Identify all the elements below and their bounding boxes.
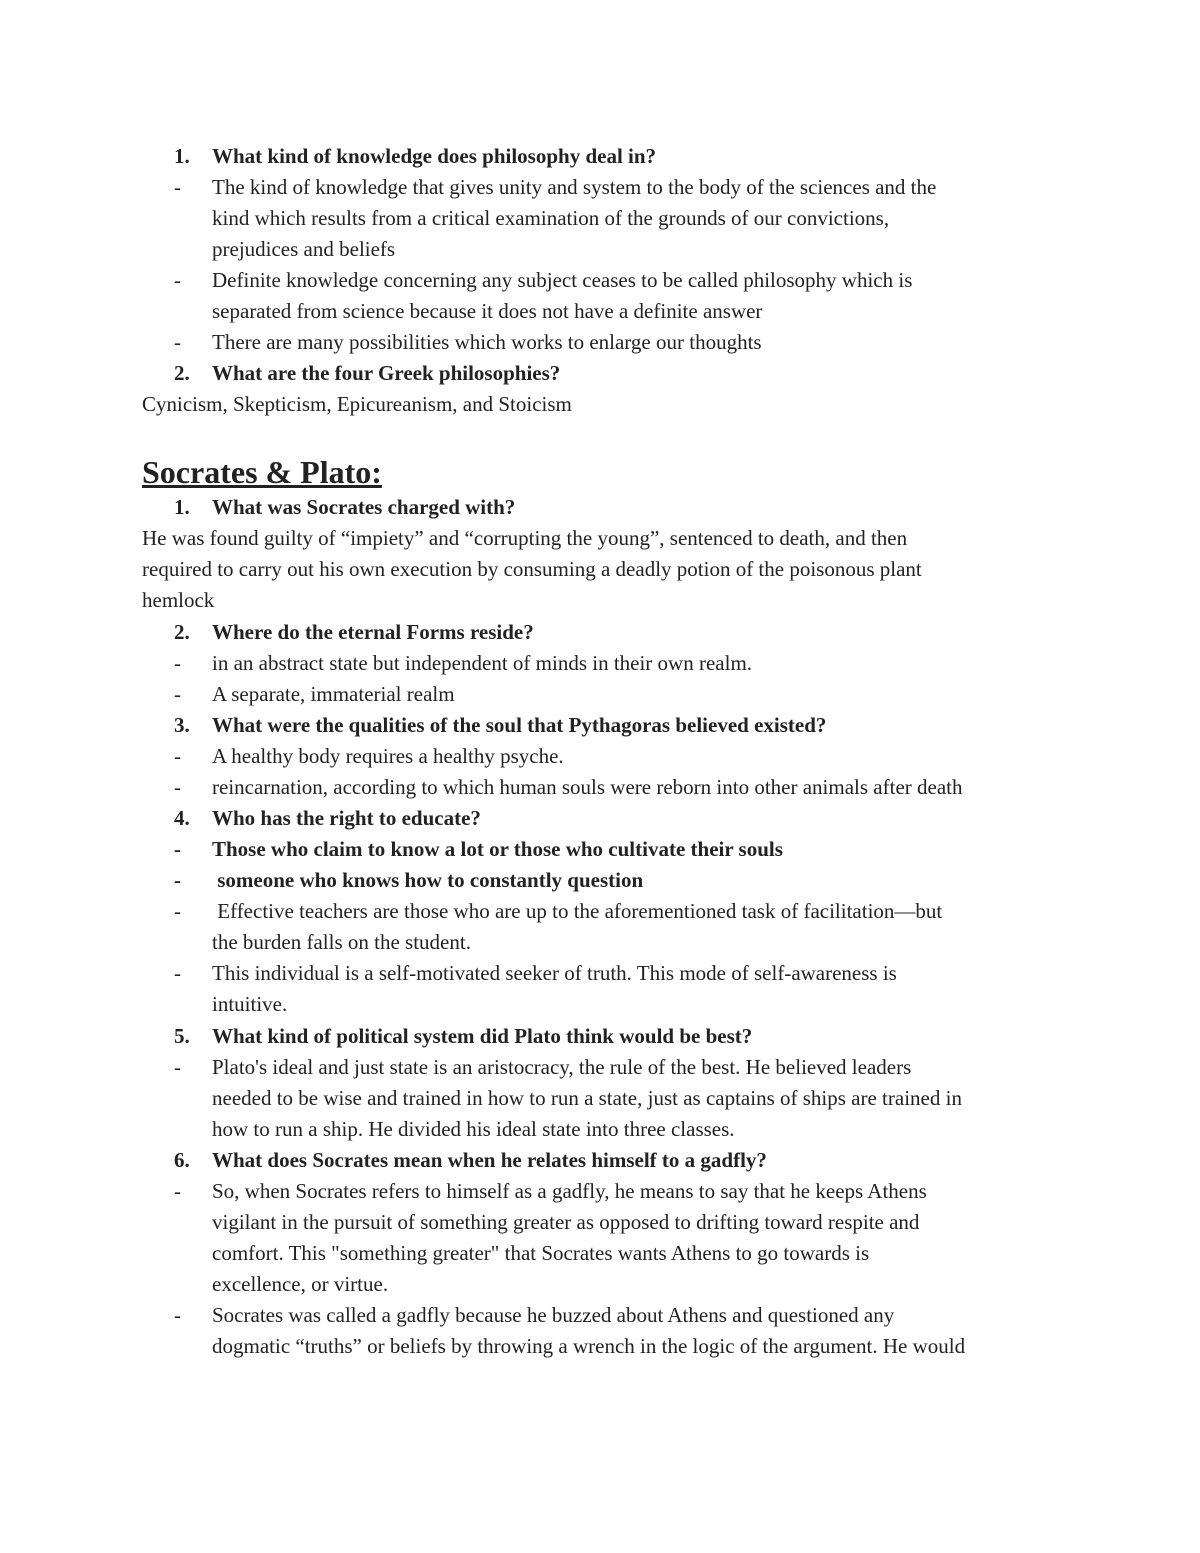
question-3: 3. What were the qualities of the soul that Pythagoras believed existed?: [174, 713, 827, 737]
answer-continuation: comfort. This "something greater" that Socrates wants Athens to go towards is: [212, 1241, 870, 1265]
answer-continuation: prejudices and beliefs: [212, 237, 396, 261]
answer-bullet: - someone who knows how to constantly question: [174, 868, 644, 892]
answer-continuation: kind which results from a critical examination of the grounds of our convictions,: [212, 206, 890, 230]
question-5: 5. What kind of political system did Plato think would be best?: [174, 1024, 753, 1048]
answer-continuation: dogmatic “truths” or beliefs by throwing a wrench in the logic of the argument. He would: [212, 1334, 966, 1358]
answer-text: hemlock: [142, 588, 215, 612]
answer-bullet: - So, when Socrates refers to himself as a gadfly, he means to say that he keeps Athens: [174, 1179, 927, 1203]
question-4: 4. Who has the right to educate?: [174, 806, 481, 830]
question-1: 1. What was Socrates charged with?: [174, 495, 516, 519]
answer-bullet: - reincarnation, according to which human souls were reborn into other animals after death: [174, 775, 963, 799]
answer-bullet: - in an abstract state but independent of minds in their own realm.: [174, 651, 753, 675]
answer-continuation: excellence, or virtue.: [212, 1272, 389, 1296]
answer-continuation: intuitive.: [212, 992, 288, 1016]
question-2: 2. What are the four Greek philosophies?: [174, 361, 561, 385]
answer-bullet: - Definite knowledge concerning any subject ceases to be called philosophy which is: [174, 268, 913, 292]
answer-text: required to carry out his own execution by consuming a deadly potion of the poisonous plant: [142, 557, 922, 581]
answer-bullet: - A healthy body requires a healthy psyche.: [174, 744, 564, 768]
answer-bullet: - Socrates was called a gadfly because he buzzed about Athens and questioned any: [174, 1303, 895, 1327]
question-2: 2. Where do the eternal Forms reside?: [174, 620, 534, 644]
answer-text: Cynicism, Skepticism, Epicureanism, and Stoicism: [142, 392, 572, 416]
answer-bullet: - There are many possibilities which works to enlarge our thoughts: [174, 330, 762, 354]
answer-bullet: - The kind of knowledge that gives unity and system to the body of the sciences and the: [174, 175, 937, 199]
answer-continuation: separated from science because it does not have a definite answer: [212, 299, 763, 323]
answer-continuation: vigilant in the pursuit of something greater as opposed to drifting toward respite and: [212, 1210, 920, 1234]
answer-bullet: - A separate, immaterial realm: [174, 682, 455, 706]
answer-bullet: - Effective teachers are those who are up to the aforementioned task of facilitation—but: [174, 899, 943, 923]
section-heading: Socrates & Plato:: [142, 454, 382, 490]
question-6: 6. What does Socrates mean when he relates himself to a gadfly?: [174, 1148, 767, 1172]
answer-bullet: - Plato's ideal and just state is an aristocracy, the rule of the best. He believed leaders: [174, 1055, 912, 1079]
answer-continuation: how to run a ship. He divided his ideal state into three classes.: [212, 1117, 735, 1141]
answer-continuation: the burden falls on the student.: [212, 930, 471, 954]
answer-text: He was found guilty of “impiety” and “corrupting the young”, sentenced to death, and then: [142, 526, 908, 550]
answer-bullet: - This individual is a self-motivated seeker of truth. This mode of self-awareness is: [174, 961, 897, 985]
question-1: 1. What kind of knowledge does philosophy deal in?: [174, 144, 657, 168]
answer-continuation: needed to be wise and trained in how to run a state, just as captains of ships are trained in: [212, 1086, 962, 1110]
answer-bullet: - Those who claim to know a lot or those who cultivate their souls: [174, 837, 783, 861]
